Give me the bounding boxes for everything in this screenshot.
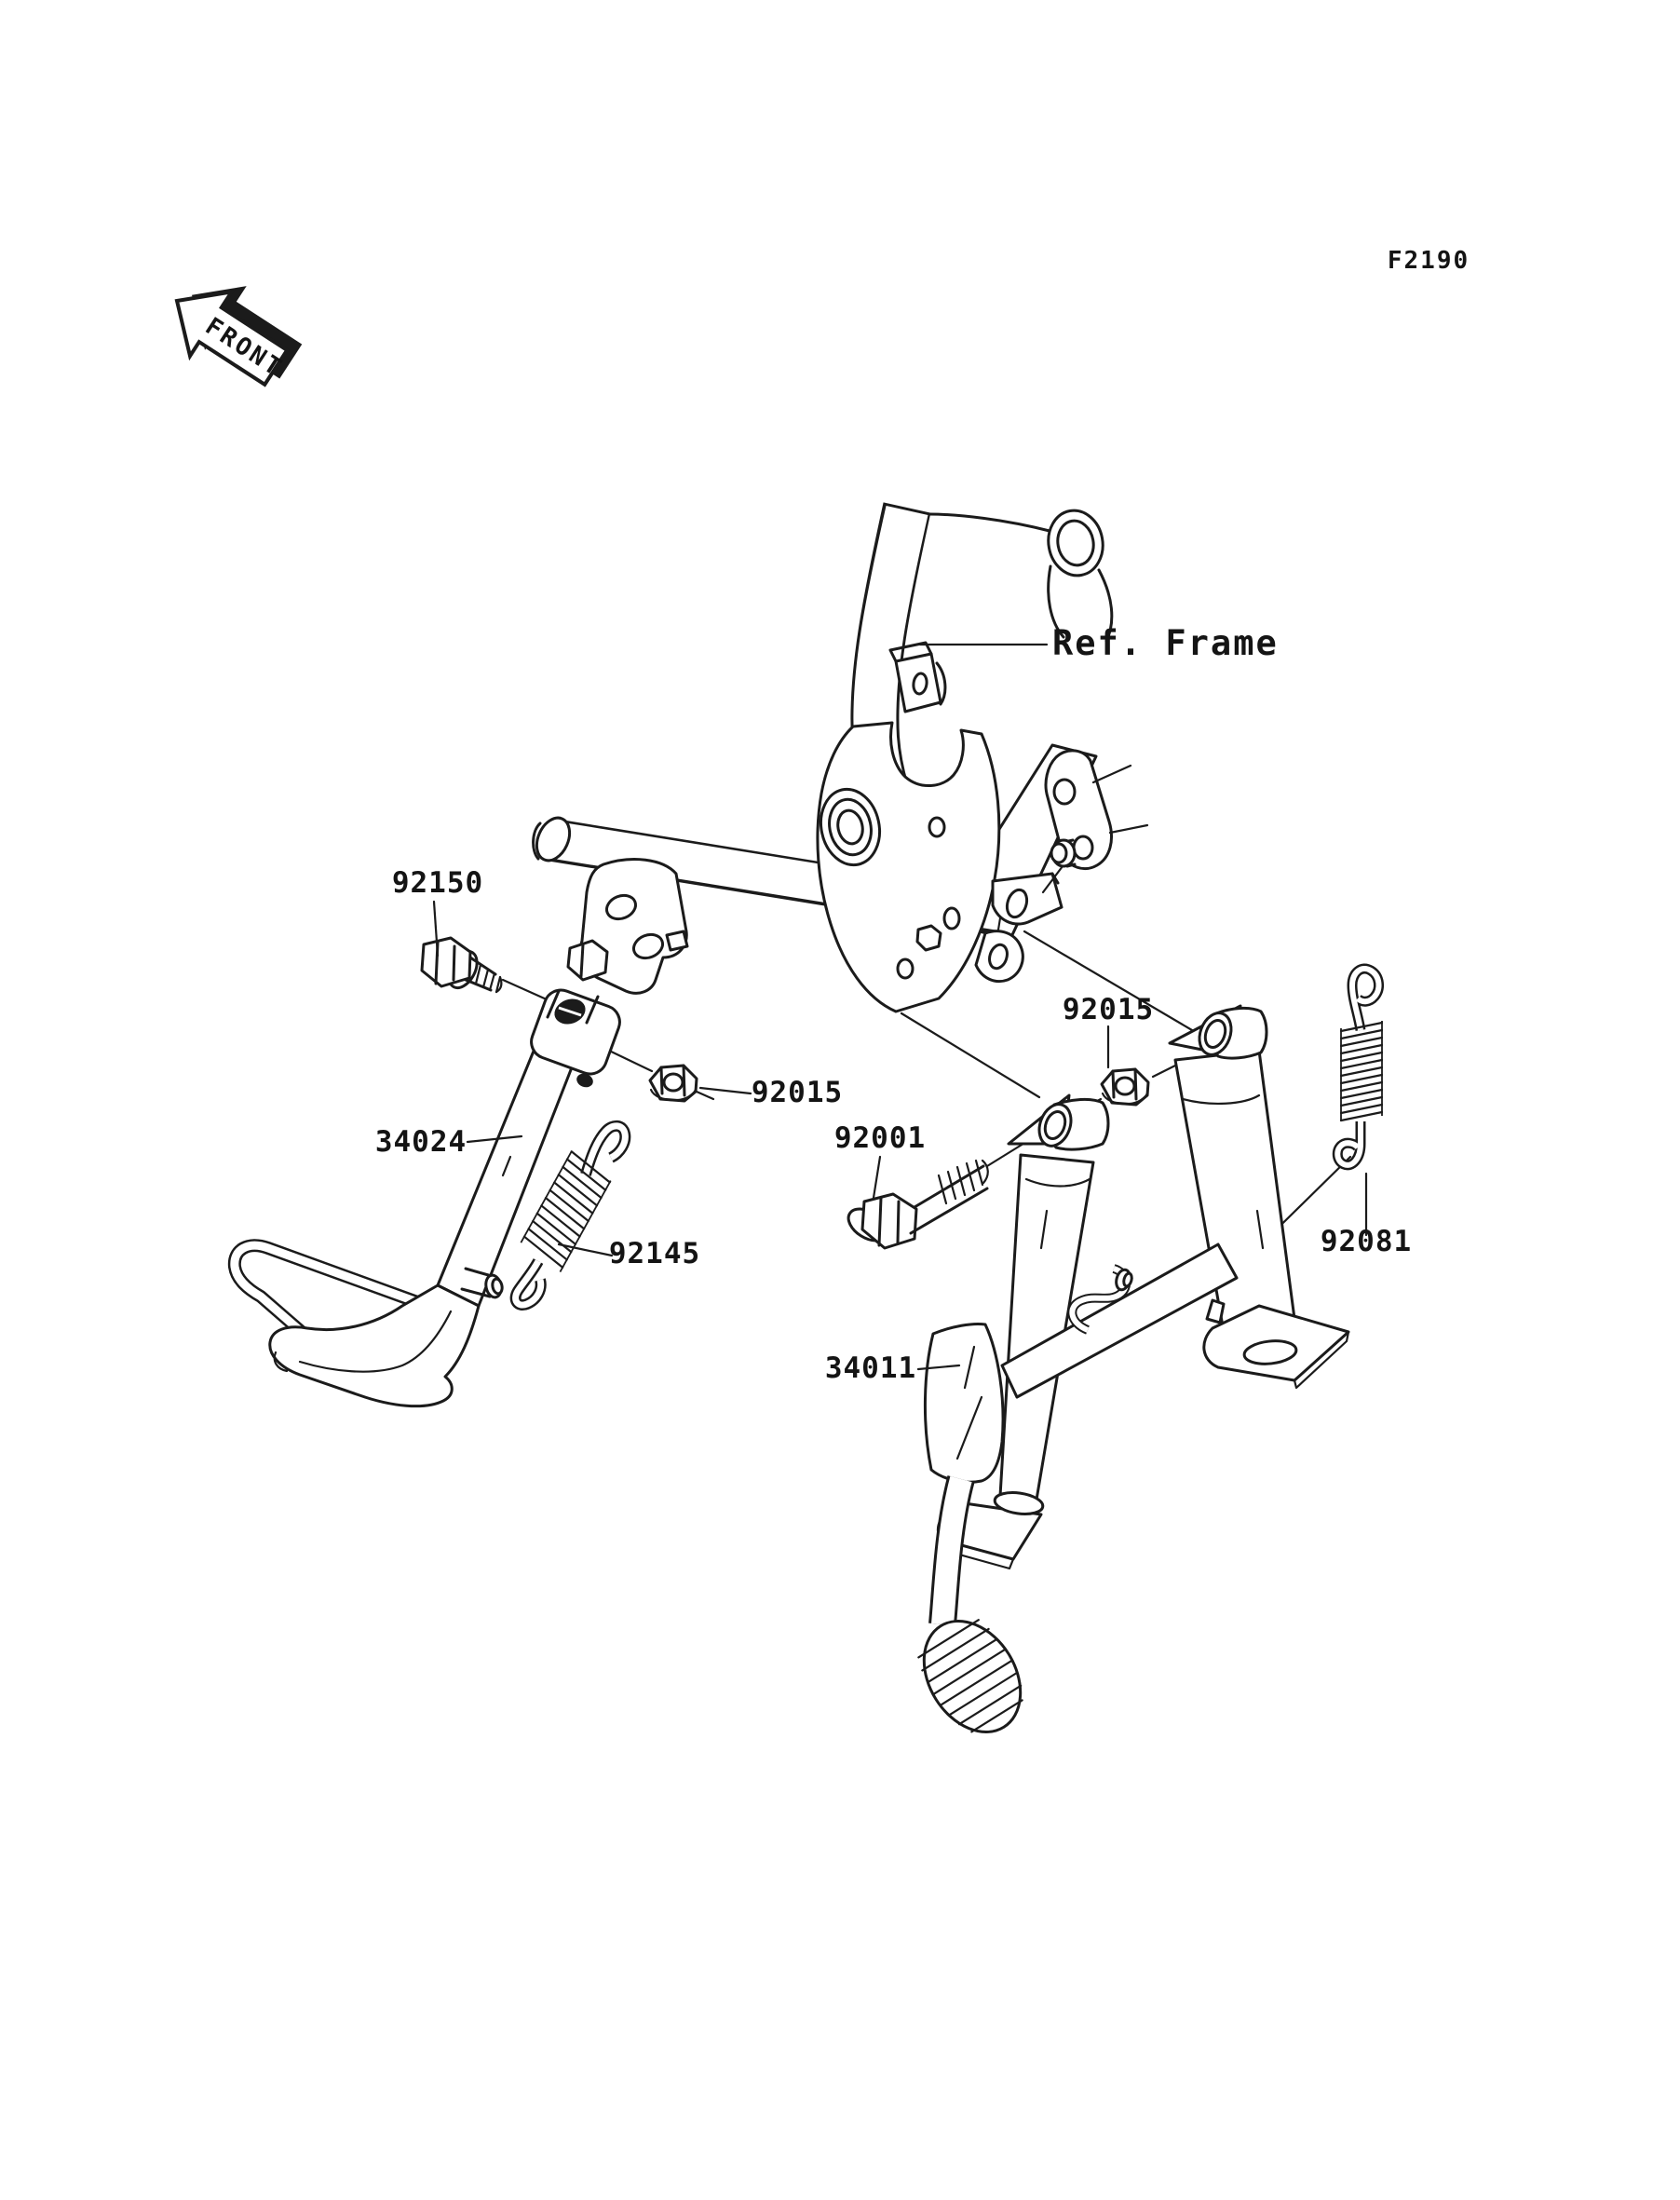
frame-sidestand-bracket (568, 860, 687, 994)
frame-link-plate (1043, 751, 1147, 892)
part-label-92150: 92150 (391, 866, 484, 900)
leader-92001 (874, 1157, 880, 1198)
center-stand-right-pivot-collar (1170, 1006, 1267, 1059)
side-stand-leg (438, 1049, 572, 1306)
part-label-34011: 34011 (824, 1351, 917, 1385)
leader-92015-left (700, 1088, 751, 1093)
bolt-92150 (422, 938, 501, 993)
part-label-92001: 92001 (833, 1121, 927, 1155)
nut-92015-left (650, 1066, 697, 1101)
leader-92145 (559, 1244, 612, 1256)
frame-upper-mount-ring (929, 506, 1112, 641)
part-label-92081: 92081 (1320, 1225, 1413, 1258)
part-label-92145: 92145 (608, 1237, 701, 1270)
part-label-92015-left: 92015 (751, 1076, 844, 1109)
part-label-92015-right: 92015 (1062, 993, 1155, 1026)
figure-code: F2190 (1387, 247, 1470, 275)
axis-left-pivot (901, 1013, 1039, 1097)
spring-92081-coils (1341, 1021, 1382, 1121)
center-stand-left-pivot-collar (1009, 1095, 1108, 1150)
front-direction-arrow (156, 259, 312, 404)
center-stand-34011 (904, 1006, 1348, 1750)
part-label-34024: 34024 (374, 1125, 467, 1159)
ref-frame-label: Ref. Frame (1052, 623, 1279, 663)
side-stand-foot (270, 1285, 479, 1406)
frame-assembly (531, 506, 1147, 1012)
center-stand-right-leg (1175, 1051, 1298, 1352)
front-arrow-label: FRONT (199, 312, 289, 384)
frame-gusset-plate (814, 723, 999, 1012)
side-stand-34024 (235, 985, 625, 1406)
spring-92081 (1337, 969, 1382, 1165)
bracket-bolt-head (568, 941, 607, 980)
bolt-92001 (843, 1161, 988, 1248)
center-stand-pedal-pad (904, 1603, 1040, 1749)
nut-92015-right (1102, 1069, 1148, 1105)
